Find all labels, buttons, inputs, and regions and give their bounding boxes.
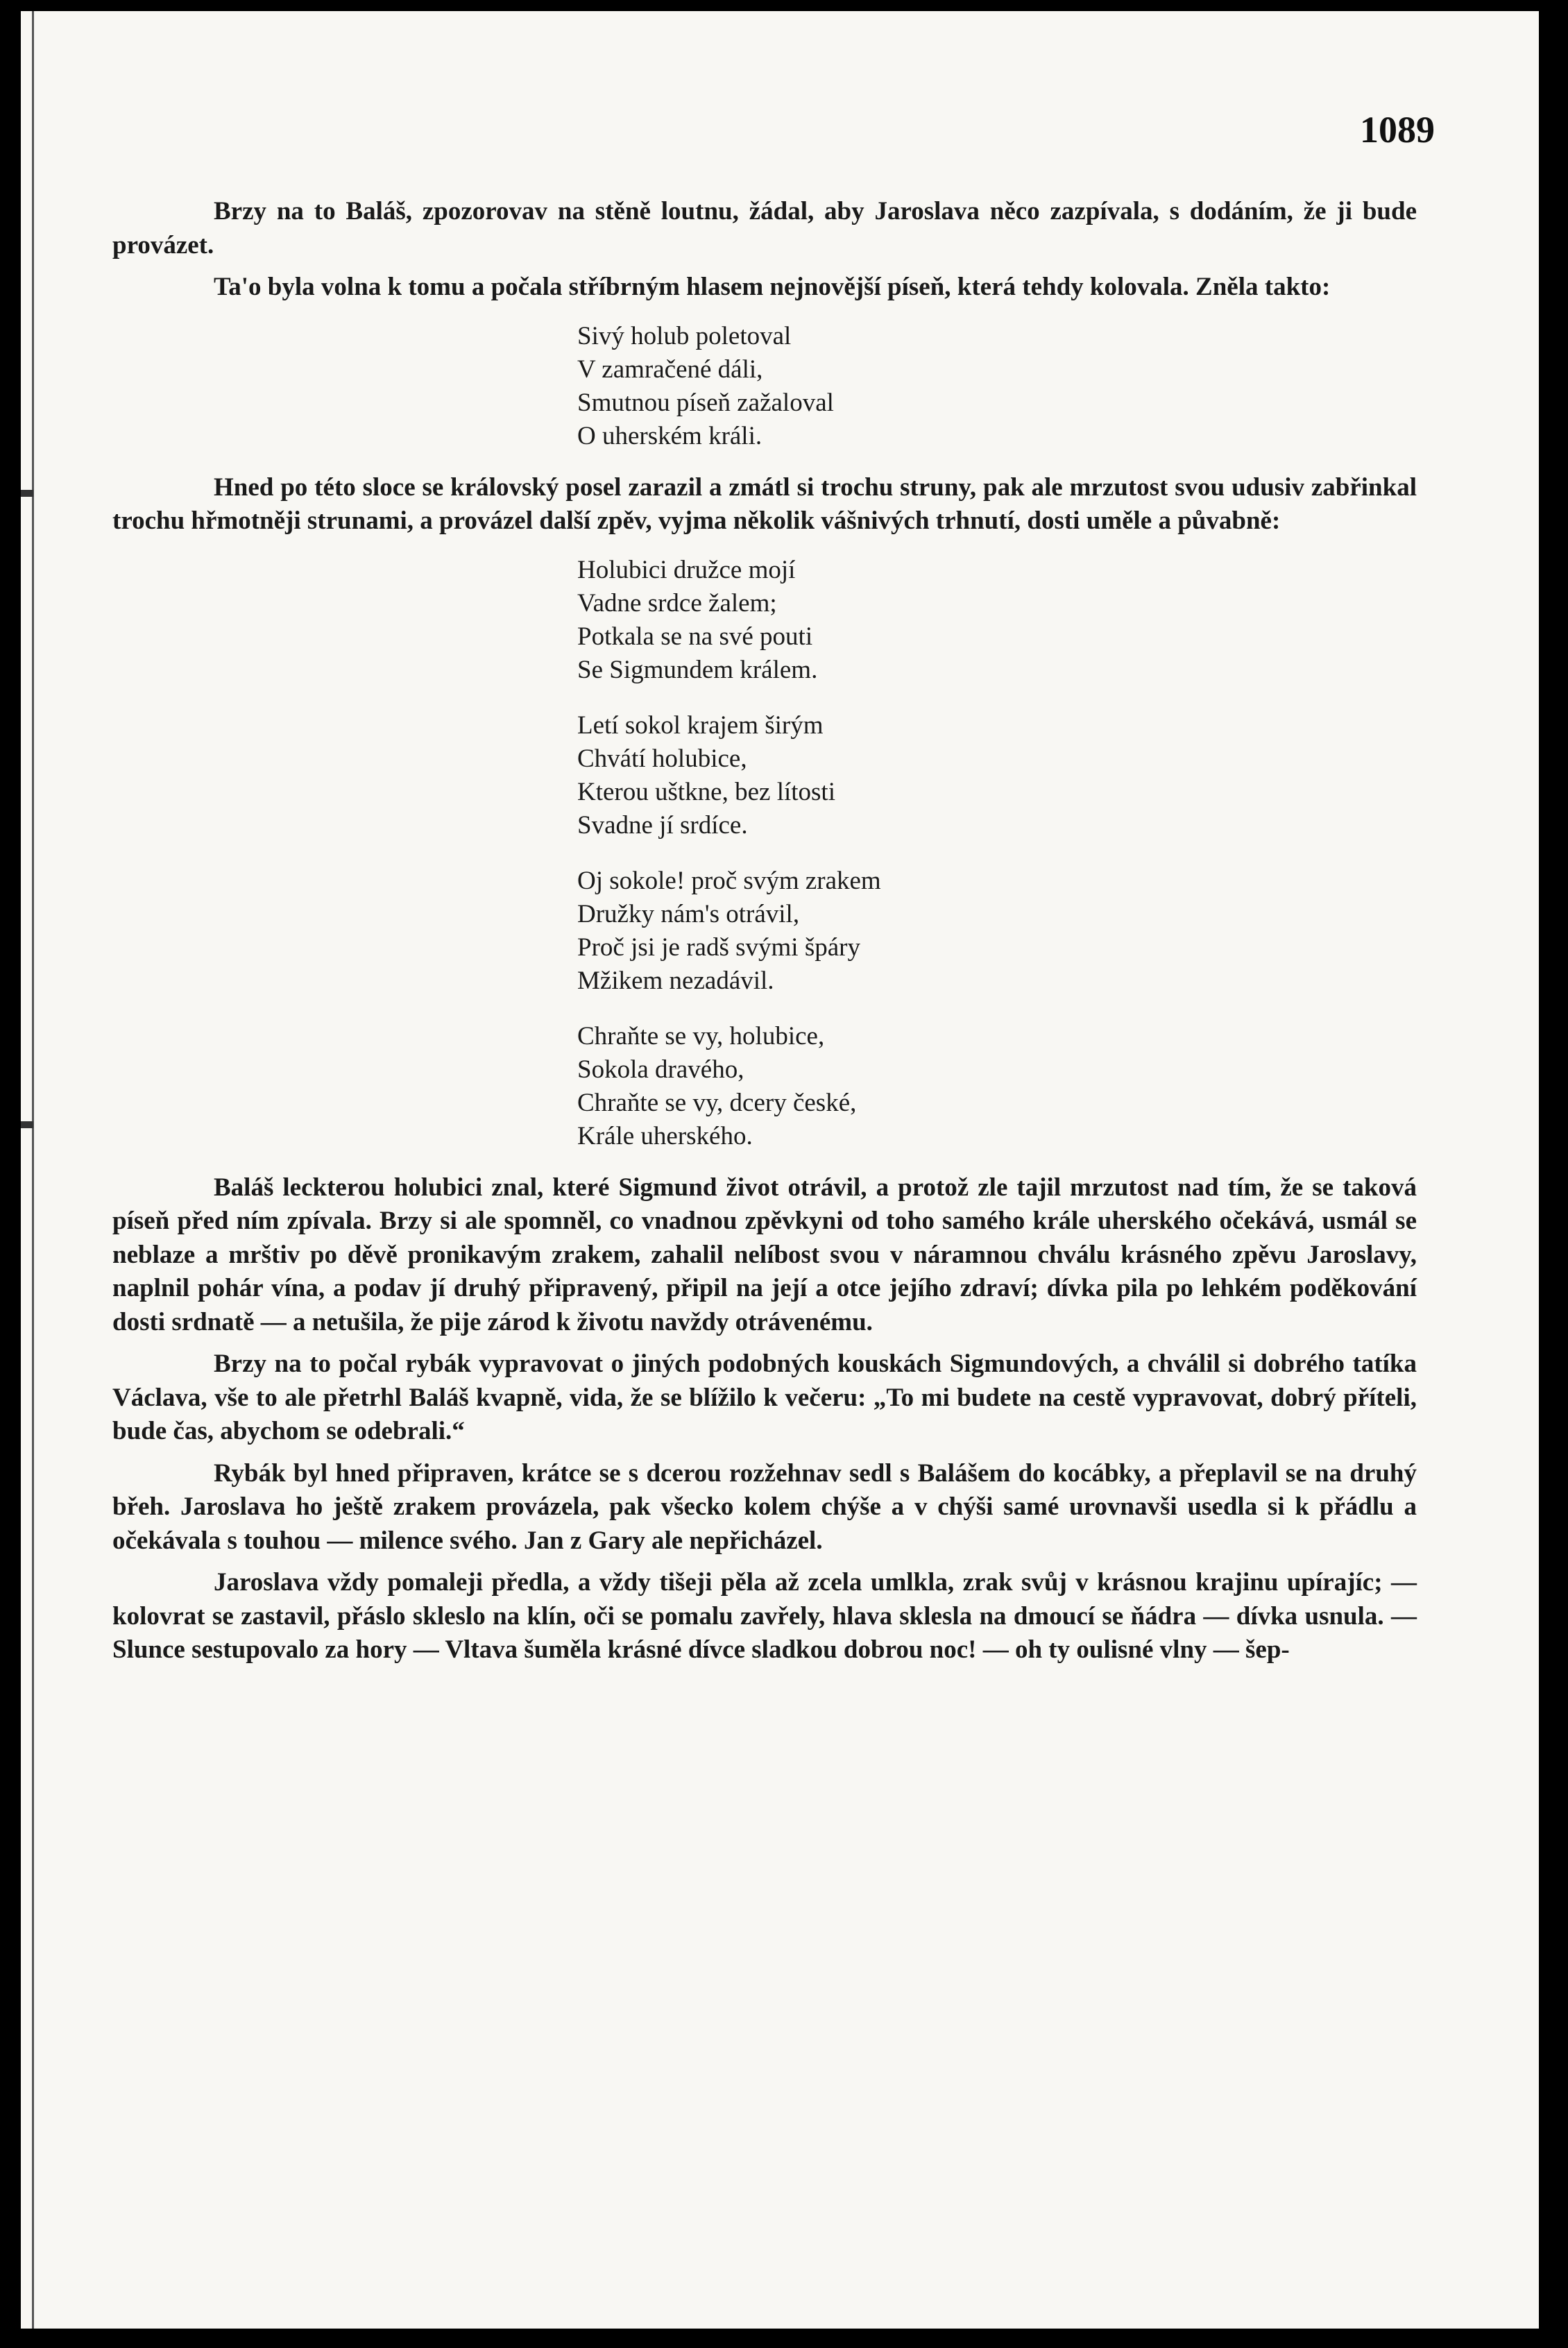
- poem-stanza: [577, 709, 1417, 842]
- poem-verse: Družky nám's otrávil,: [577, 899, 800, 928]
- poem-verse: Svadne jí srdíce.: [577, 810, 748, 840]
- poem-verse: Letí sokol krajem širým: [577, 711, 824, 740]
- poem-verse: Chvátí holubice,: [577, 744, 747, 773]
- poem-stanza: [577, 865, 1417, 998]
- poem-verse: Krále uherského.: [577, 1121, 753, 1150]
- paragraph: Ta'o byla volna k tomu a počala stříbrným hlasem nejnovější píseň, která tehdy kolovala. Zněla takto:: [214, 273, 1331, 301]
- poem-verse: Vadne srdce žalem;: [577, 588, 777, 618]
- poem-verse: Sivý holub poletoval: [577, 321, 792, 350]
- page-edge-mark: [21, 1121, 33, 1128]
- paragraph: Rybák byl hned připraven, krátce se s dcerou rozžehnav sedl s Balášem do kocábky, a přeplavil se na druhý břeh. Jaroslava ho ještě zrakem provázela, pak všecko kolem chýše a v chýši samé urovnavši usedla si k přádlu a očekávala s touhou — milence svého. Jan z Gary ale nepřicházel.: [112, 1458, 1417, 1555]
- page-edge-line: [32, 11, 34, 2329]
- poem-verse: O uherském králi.: [577, 421, 762, 450]
- poem-verse: Sokola dravého,: [577, 1055, 744, 1084]
- poem-verse: Smutnou píseň zažaloval: [577, 388, 834, 417]
- poem-verse: Kterou uštkne, bez lítosti: [577, 777, 835, 806]
- poem-verse: Oj sokole! proč svým zrakem: [577, 866, 881, 895]
- poem-verse: Proč jsi je radš svými špáry: [577, 933, 860, 962]
- poem-verse: Mžikem nezadávil.: [577, 966, 774, 995]
- page-edge-mark: [21, 490, 33, 497]
- poem: [577, 320, 1417, 453]
- paragraph: Brzy na to počal rybák vypravovat o jiných podobných kouskách Sigmundových, a chválil si dobrého tatíka Václava, vše to ale přetrhl Baláš kvapně, vida, že se blížilo k večeru: „To mi budete na cestě vypravovat, dobrý příteli, bude čas, abychom se odebrali.“: [112, 1350, 1417, 1445]
- paragraph: Hned po této sloce se královský posel zarazil a zmátl si trochu struny, pak ale mrzutost svou udusiv zabřinkal trochu hřmotněji strunami, a provázel další zpěv, vyjma několik vášnivých trhnutí, dosti uměle a půvabně:: [112, 473, 1417, 535]
- poem-verse: Holubici družce mojí: [577, 555, 796, 584]
- poem-stanza: [577, 554, 1417, 687]
- page-text: [112, 195, 1417, 1667]
- poem-stanza: [577, 320, 1417, 453]
- paragraph: Jaroslava vždy pomaleji předla, a vždy tišeji pěla až zcela umlkla, zrak svůj v krásnou krajinu upírajíc; — kolovrat se zastavil, přáslo skleslo na klín, oči se pomalu zavřely, hlava sklesla na dmoucí se ňádra — dívka usnula. — Slunce sestupovalo za hory — Vltava šuměla krásné dívce sladkou dobrou noc! — oh ty oulisné vlny — šep-: [112, 1568, 1417, 1664]
- poem-stanza: [577, 1020, 1417, 1153]
- paragraph: Baláš leckterou holubici znal, které Sigmund život otrávil, a protož zle tajil mrzutost nad tím, že se taková píseň před ním zpívala. Brzy si ale spomněl, co vnadnou zpěvkyni od toho samého krále uherského očekává, usmál se neblaze a mrštiv po děvě pronikavým zrakem, zahalil nelíbost svou v náramnou chválu krásného zpěvu Jaroslavy, naplnil pohár vína, a podav jí druhý připravený, připil na její a otce jejího zdraví; dívka pila po lehkém poděkování dosti srdnatě — a netušila, že pije zárod k životu navždy otrávenému.: [112, 1173, 1417, 1336]
- poem-verse: Se Sigmundem králem.: [577, 655, 818, 684]
- poem-verse: Potkala se na své pouti: [577, 622, 813, 651]
- paragraph: Brzy na to Baláš, zpozorovav na stěně loutnu, žádal, aby Jaroslava něco zazpívala, s dodáním, že ji bude provázet.: [112, 197, 1417, 260]
- page-number: 1089: [1360, 109, 1435, 151]
- poem: [577, 554, 1417, 1153]
- poem-verse: Chraňte se vy, dcery české,: [577, 1088, 857, 1117]
- poem-verse: V zamračené dáli,: [577, 355, 763, 384]
- poem-verse: Chraňte se vy, holubice,: [577, 1021, 825, 1050]
- book-page: [21, 11, 1539, 2329]
